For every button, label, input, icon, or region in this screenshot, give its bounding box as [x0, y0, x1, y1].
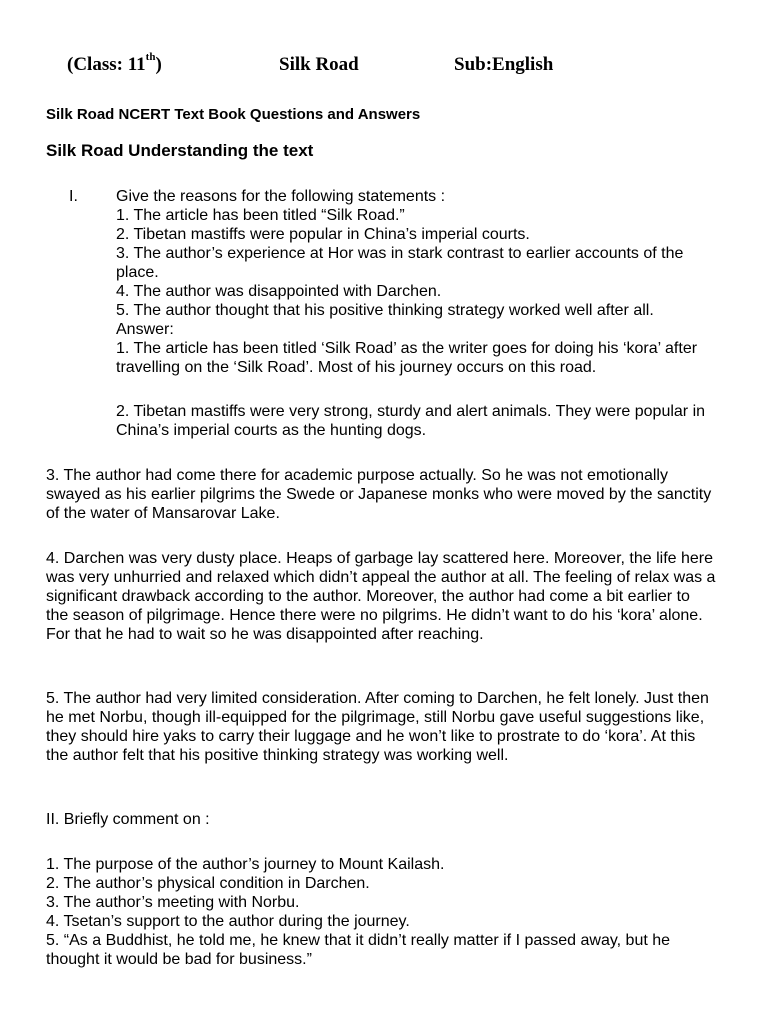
class-superscript: th	[145, 51, 156, 63]
comment-item: 4. Tsetan’s support to the author during the journey.	[46, 913, 410, 930]
header-title: Silk Road	[279, 54, 359, 75]
subject-label: Sub:English	[454, 54, 554, 75]
section-two-heading: II. Briefly comment on :	[46, 811, 210, 828]
answer-paragraph: 3. The author had come there for academic purpose actually. So he was not emotionally swayed as his earlier pilgrims the Swede or Japanese monks who were moved by the sanctity of the water of Mansarovar Lake.	[46, 467, 712, 522]
document-subtitle: Silk Road NCERT Text Book Questions and Answers	[46, 106, 421, 123]
comment-item: 5. “As a Buddhist, he told me, he knew that it didn’t really matter if I passed away, but he thought it would be bad for business.”	[46, 932, 671, 968]
section-title: Silk Road Understanding the text	[46, 141, 314, 160]
question-item: 3. The author’s experience at Hor was in stark contrast to earlier accounts of the place.	[116, 245, 684, 281]
comment-item: 2. The author’s physical condition in Darchen.	[46, 875, 370, 892]
answer-paragraph: 4. Darchen was very dusty place. Heaps of garbage lay scattered here. Moreover, the life here was very unhurried and relaxed which didn’t appeal the author at all. The feeling of relax was a significant drawback according to the author. Moreover, the author had come a bit earlier to the season of pilgrimage. Hence there were no pilgrims. He didn’t want to do his ‘kora’ alone. For that he had to wait so he was disappointed after reaching.	[46, 550, 716, 643]
comment-item: 1. The purpose of the author’s journey to Mount Kailash.	[46, 856, 445, 873]
roman-numeral-one: I.	[69, 188, 78, 205]
answer-paragraph: 5. The author had very limited consideration. After coming to Darchen, he felt lonely. Just then he met Norbu, though ill-equipped for the pilgrimage, still Norbu gave useful suggestions like, they should hire yaks to carry their luggage and he won’t like to prostrate to do ‘kora’. At this the author felt that his positive thinking strategy was working well.	[46, 690, 709, 764]
comment-list	[46, 855, 716, 969]
header	[0, 51, 768, 78]
question-item: 4. The author was disappointed with Darchen.	[116, 283, 442, 300]
class-label-close: )	[155, 54, 162, 75]
answer-paragraph: 2. Tibetan mastiffs were very strong, sturdy and alert animals. They were popular in China’s imperial courts as the hunting dogs.	[116, 403, 706, 439]
answer-paragraph: 1. The article has been titled ‘Silk Road’ as the writer goes for doing his ‘kora’ after travelling on the ‘Silk Road’. Most of his journey occurs on this road.	[116, 340, 698, 376]
comment-item: 3. The author’s meeting with Norbu.	[46, 894, 300, 911]
question-list	[116, 187, 721, 377]
question-item: 2. Tibetan mastiffs were popular in China’s imperial courts.	[116, 226, 530, 243]
question-item: 1. The article has been titled “Silk Road.”	[116, 207, 405, 224]
class-label-text: (Class: 11	[67, 54, 146, 75]
answer-label: Answer:	[116, 321, 174, 338]
class-label	[67, 51, 162, 76]
question-prompt: Give the reasons for the following statements :	[116, 188, 446, 205]
question-item: 5. The author thought that his positive thinking strategy worked well after all.	[116, 302, 654, 319]
